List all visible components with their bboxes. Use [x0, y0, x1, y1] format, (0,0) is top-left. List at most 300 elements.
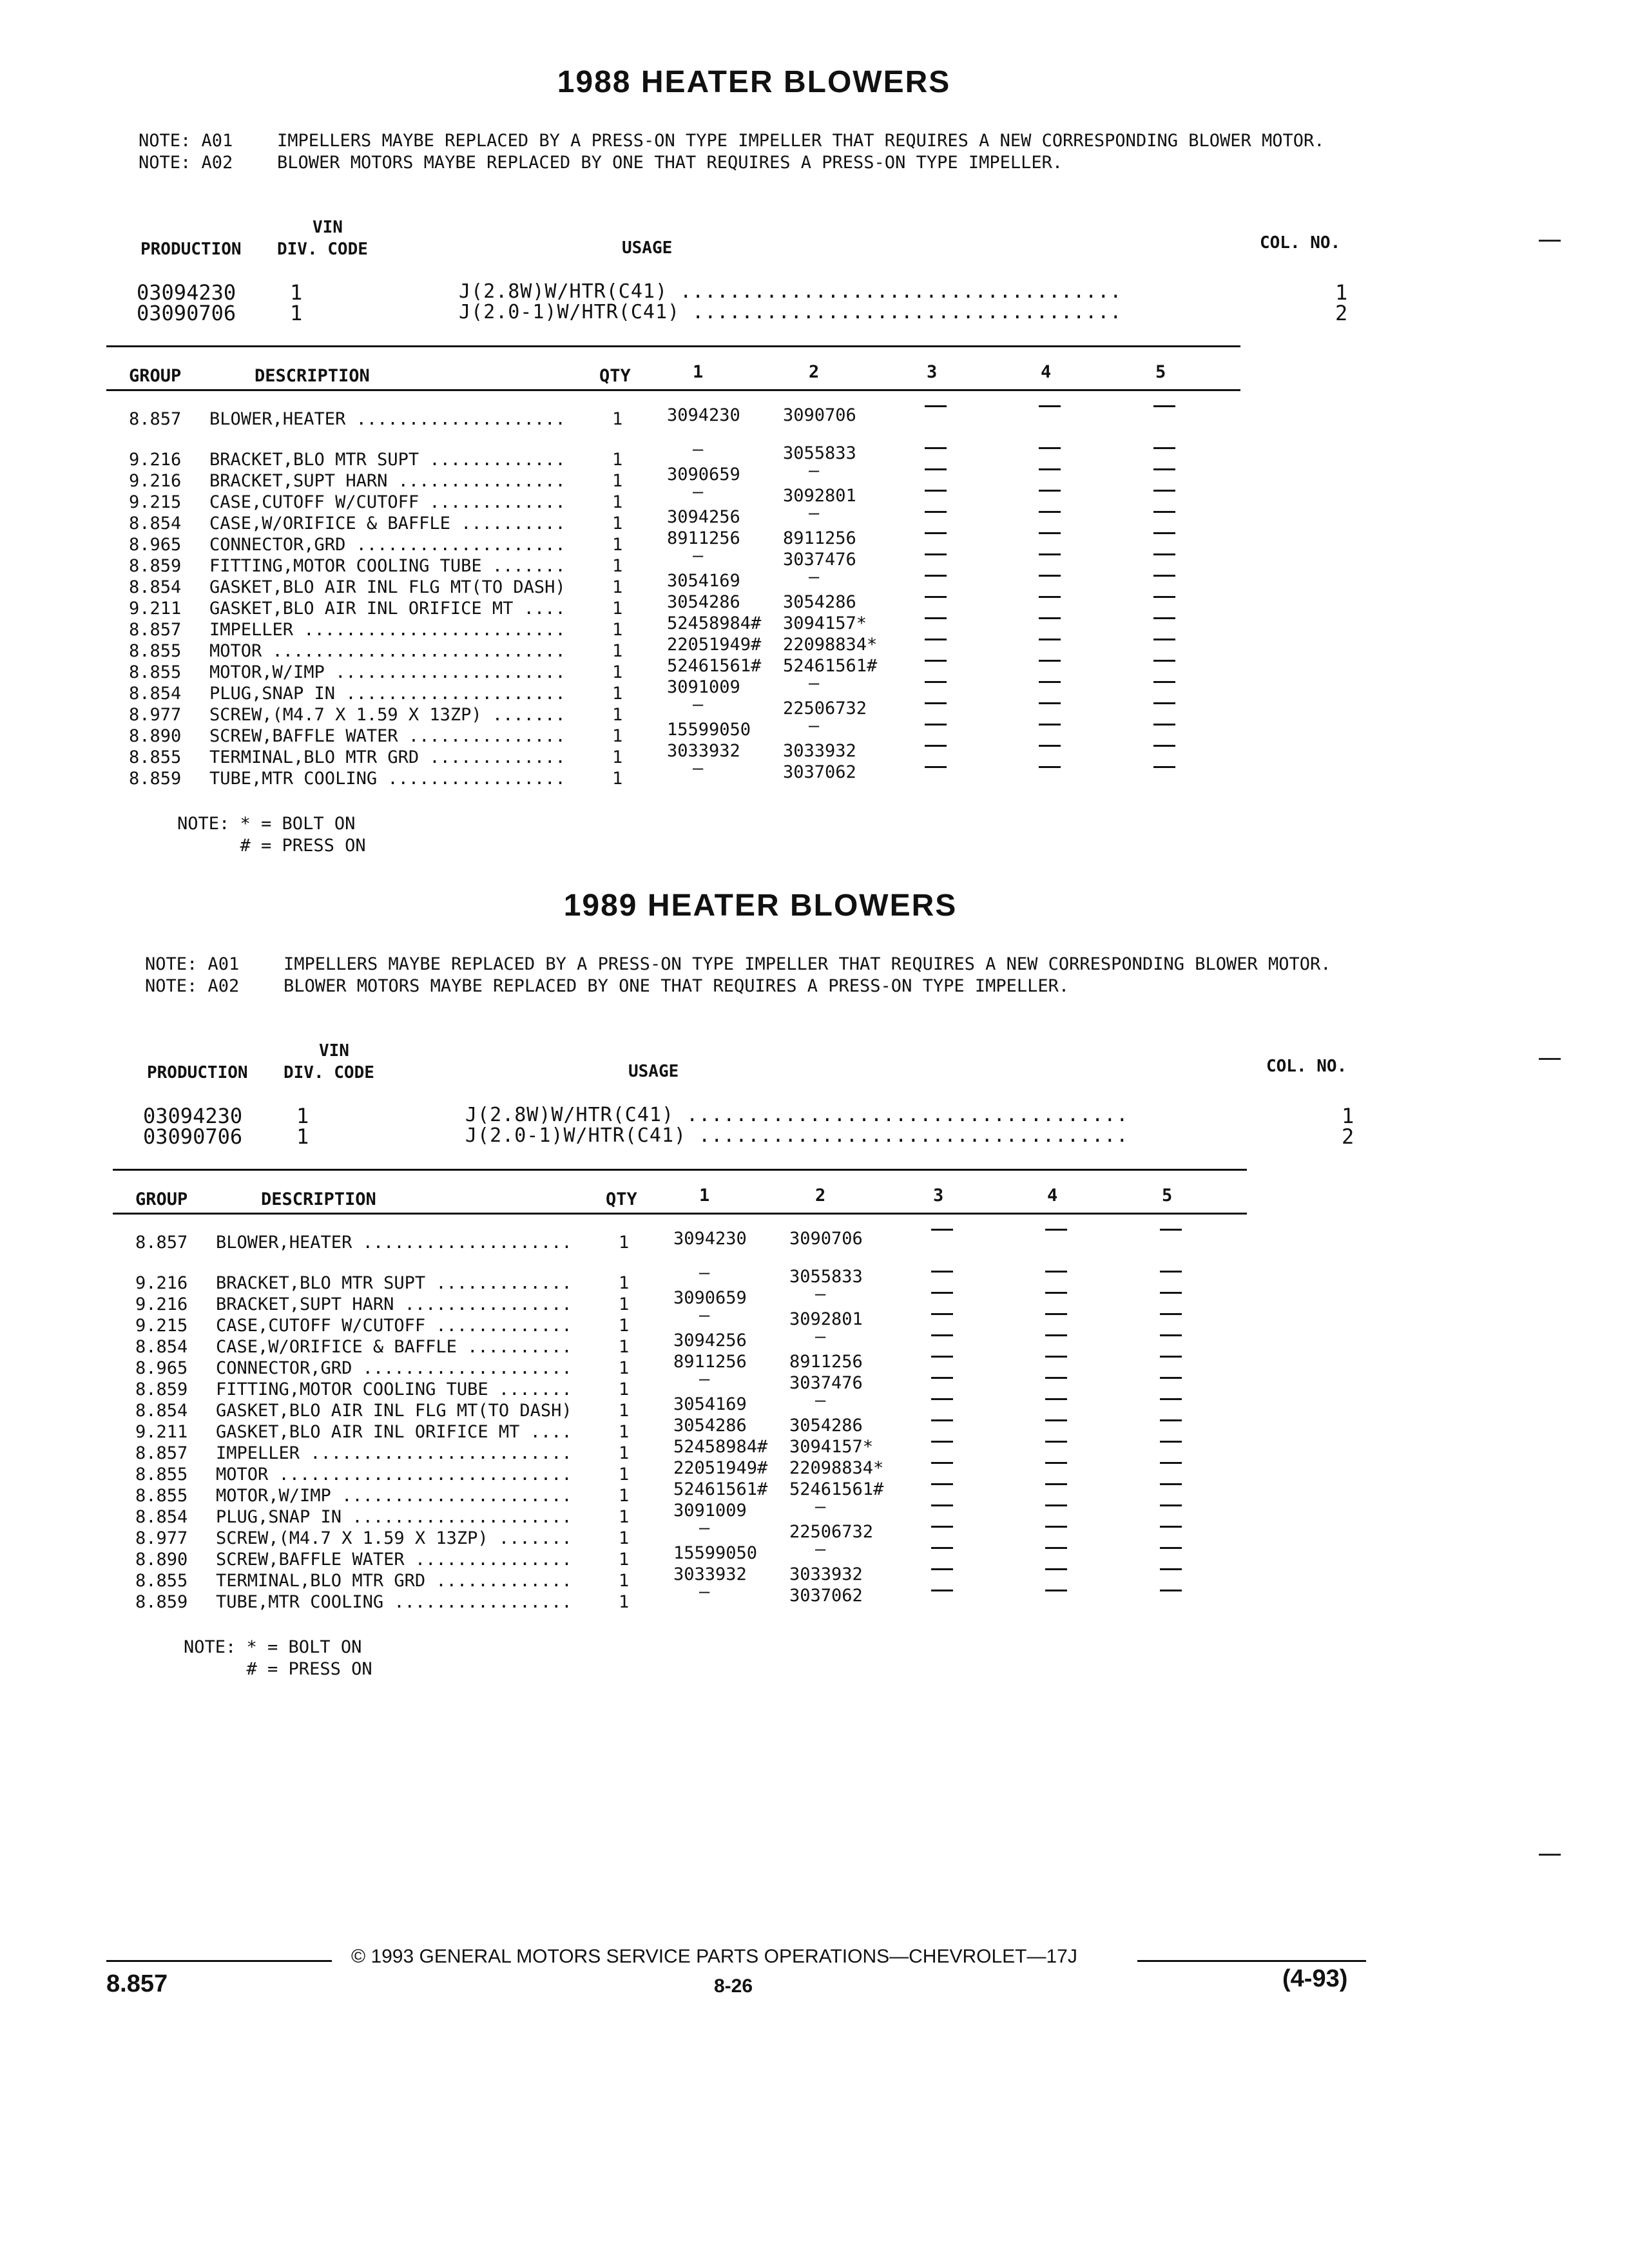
empty-cell-dash: [1160, 1526, 1182, 1528]
margin-mark: [1539, 1058, 1561, 1060]
column-header-c3: 3: [927, 362, 938, 382]
col-number: 2: [1342, 1124, 1354, 1149]
part-qty: 1: [612, 409, 623, 429]
part-number-c1: 3091009: [673, 1501, 747, 1521]
group-code: 8.857: [129, 620, 182, 640]
empty-cell-dash: [931, 1313, 953, 1315]
table-row: [0, 673, 1418, 705]
empty-cell-dash: [1160, 1398, 1182, 1400]
part-number-c2: 3037062: [783, 762, 856, 782]
empty-cell-dash: [1045, 1462, 1067, 1464]
part-qty: 1: [619, 1316, 630, 1336]
note-text: BLOWER MOTORS MAYBE REPLACED BY ONE THAT REQUIRES A PRESS-ON TYPE IMPELLER.: [284, 976, 1070, 996]
empty-cell-dash: [1160, 1334, 1182, 1336]
part-qty: 1: [619, 1528, 630, 1548]
part-description: SCREW,(M4.7 X 1.59 X 13ZP) .......: [209, 705, 566, 725]
empty-cell-dash: [931, 1441, 953, 1443]
part-qty: 1: [619, 1294, 630, 1314]
part-number-c2: 3054286: [783, 592, 856, 612]
usage-text: J(2.0-1)W/HTR(C41) ...................................: [465, 1124, 1129, 1147]
part-description: TUBE,MTR COOLING .................: [209, 769, 566, 789]
group-code: 9.215: [129, 492, 182, 512]
empty-cell-dash: [1039, 681, 1061, 683]
part-qty: 1: [612, 577, 623, 597]
group-code: 8.965: [129, 535, 182, 555]
empty-cell-dash: [1160, 1441, 1182, 1443]
part-description: FITTING,MOTOR COOLING TUBE .......: [209, 556, 566, 576]
part-number-c1: 3094256: [673, 1331, 747, 1350]
empty-cell-dash: [1039, 468, 1061, 470]
empty-cell-dash: [1153, 745, 1175, 747]
part-number-c1: —: [699, 1305, 710, 1325]
part-description: BLOWER,HEATER ....................: [216, 1233, 572, 1253]
part-qty: 1: [619, 1273, 630, 1293]
empty-cell-dash: [925, 702, 947, 704]
margin-mark: [1539, 240, 1561, 242]
empty-cell-dash: [1045, 1356, 1067, 1358]
empty-cell-dash: [1160, 1292, 1182, 1294]
empty-cell-dash: [1039, 745, 1061, 747]
part-number-c2: 3090706: [783, 405, 856, 425]
part-number-c1: —: [693, 758, 704, 778]
empty-cell-dash: [1153, 405, 1175, 407]
part-qty: 1: [612, 599, 623, 619]
part-number-c1: 52461561#: [667, 656, 762, 676]
production-header: PRODUCTION: [140, 240, 242, 259]
div-code-header: DIV. CODE: [277, 240, 368, 259]
part-number-c1: —: [699, 1369, 710, 1389]
empty-cell-dash: [1039, 511, 1061, 513]
div-code: 1: [290, 280, 303, 305]
part-number-c2: —: [809, 716, 820, 736]
column-header-qty: QTY: [606, 1189, 637, 1209]
empty-cell-dash: [1160, 1419, 1182, 1421]
part-qty: 1: [619, 1358, 630, 1378]
part-qty: 1: [612, 747, 623, 767]
empty-cell-dash: [931, 1334, 953, 1336]
empty-cell-dash: [1039, 660, 1061, 662]
part-number-c2: —: [815, 1390, 826, 1410]
part-number-c1: 3094230: [667, 405, 740, 425]
part-number-c1: —: [693, 695, 704, 715]
part-qty: 1: [619, 1422, 630, 1442]
part-number-c2: 3033932: [789, 1564, 863, 1584]
column-header-qty: QTY: [599, 366, 631, 386]
part-description: TERMINAL,BLO MTR GRD .............: [216, 1571, 572, 1591]
empty-cell-dash: [1153, 660, 1175, 662]
empty-cell-dash: [1160, 1313, 1182, 1315]
part-qty: 1: [619, 1507, 630, 1527]
div-code: 1: [296, 1104, 309, 1128]
part-number-c2: 3092801: [789, 1309, 863, 1329]
table-row: [0, 1229, 1418, 1254]
table-header-rule: [113, 1213, 1247, 1215]
empty-cell-dash: [925, 468, 947, 470]
part-number-c2: 3090706: [789, 1229, 863, 1249]
production-row: [0, 301, 1418, 325]
note-line: [139, 152, 1437, 174]
empty-cell-dash: [925, 681, 947, 683]
column-header-group: GROUP: [129, 366, 182, 386]
part-number-c2: 22506732: [789, 1522, 874, 1542]
empty-cell-dash: [925, 660, 947, 662]
part-number-c1: 3054286: [673, 1416, 747, 1436]
empty-cell-dash: [925, 447, 947, 449]
part-number-c2: 3092801: [783, 486, 856, 506]
note-text: BLOWER MOTORS MAYBE REPLACED BY ONE THAT REQUIRES A PRESS-ON TYPE IMPELLER.: [277, 153, 1063, 173]
part-number-c1: 3033932: [673, 1564, 747, 1584]
empty-cell-dash: [1045, 1334, 1067, 1336]
empty-cell-dash: [1045, 1419, 1067, 1421]
part-qty: 1: [612, 726, 623, 746]
part-qty: 1: [619, 1486, 630, 1506]
table-header: [0, 1186, 1418, 1209]
group-code: 8.977: [135, 1528, 188, 1548]
column-header-c4: 4: [1041, 362, 1052, 382]
part-description: MOTOR ............................: [216, 1465, 572, 1485]
col-number: 1: [1342, 1104, 1354, 1128]
group-code: 8.854: [129, 577, 182, 597]
empty-cell-dash: [1153, 617, 1175, 619]
part-number-c1: 3094230: [673, 1229, 747, 1249]
table-row: [0, 741, 1418, 769]
part-description: CONNECTOR,GRD ....................: [216, 1358, 572, 1378]
part-description: MOTOR,W/IMP ......................: [216, 1486, 572, 1506]
part-number-c2: 3033932: [783, 741, 856, 761]
part-description: TUBE,MTR COOLING .................: [216, 1592, 572, 1612]
empty-cell-dash: [931, 1419, 953, 1421]
part-number-c1: 52461561#: [673, 1479, 768, 1499]
column-header-c2: 2: [809, 362, 820, 382]
empty-cell-dash: [1153, 681, 1175, 683]
empty-cell-dash: [1153, 468, 1175, 470]
part-qty: 1: [619, 1571, 630, 1591]
column-header-c1: 1: [699, 1186, 710, 1206]
revision-date: (4-93): [1282, 1965, 1348, 1992]
empty-cell-dash: [1153, 447, 1175, 449]
part-number-c2: 3055833: [789, 1267, 863, 1287]
part-number-c1: 8911256: [673, 1352, 747, 1372]
empty-cell-dash: [1153, 575, 1175, 577]
group-code: 9.211: [135, 1422, 188, 1442]
empty-cell-dash: [1160, 1547, 1182, 1549]
part-description: MOTOR,W/IMP ......................: [209, 662, 566, 682]
part-description: CASE,W/ORIFICE & BAFFLE ..........: [216, 1337, 572, 1357]
group-code: 8.890: [129, 726, 182, 746]
empty-cell-dash: [1045, 1271, 1067, 1273]
part-number-c1: 52458984#: [673, 1437, 768, 1457]
group-code: 8.855: [129, 662, 182, 682]
part-qty: 1: [612, 620, 623, 640]
empty-cell-dash: [925, 553, 947, 555]
group-code: 8.854: [129, 514, 182, 533]
part-description: CONNECTOR,GRD ....................: [209, 535, 566, 555]
part-number-c1: 22051949#: [673, 1458, 768, 1478]
empty-cell-dash: [1160, 1377, 1182, 1379]
column-header-group: GROUP: [135, 1189, 188, 1209]
part-number-c2: —: [809, 567, 820, 587]
group-code: 8.854: [129, 684, 182, 704]
notes-block: [139, 130, 1437, 174]
part-qty: 1: [619, 1592, 630, 1612]
part-description: BLOWER,HEATER ....................: [209, 409, 566, 429]
footer-rule-right: [1137, 1960, 1366, 1962]
part-qty: 1: [619, 1233, 630, 1253]
notes-block: [145, 954, 1443, 997]
group-code: 9.211: [129, 599, 182, 619]
empty-cell-dash: [931, 1547, 953, 1549]
part-number-c1: 15599050: [667, 720, 751, 740]
part-qty: 1: [619, 1337, 630, 1357]
part-number-c1: —: [699, 1518, 710, 1538]
div-code: 1: [290, 301, 303, 325]
table-row: [0, 405, 1418, 430]
table-top-rule: [106, 345, 1240, 347]
group-code: 8.859: [129, 769, 182, 789]
note-line: [145, 954, 1443, 975]
part-qty: 1: [619, 1401, 630, 1421]
empty-cell-dash: [931, 1292, 953, 1294]
part-number-c2: 3055833: [783, 443, 856, 463]
part-qty: 1: [619, 1443, 630, 1463]
empty-cell-dash: [1153, 596, 1175, 598]
part-number-c1: 15599050: [673, 1543, 758, 1563]
usage-header: USAGE: [622, 238, 673, 258]
part-description: BRACKET,BLO MTR SUPT .............: [209, 450, 566, 470]
part-description: CASE,CUTOFF W/CUTOFF .............: [216, 1316, 572, 1336]
group-code: 8.857: [129, 409, 182, 429]
empty-cell-dash: [1039, 639, 1061, 640]
note-label: NOTE: A02: [145, 976, 240, 996]
empty-cell-dash: [1039, 405, 1061, 407]
empty-cell-dash: [1153, 553, 1175, 555]
part-description: BRACKET,BLO MTR SUPT .............: [216, 1273, 572, 1293]
empty-cell-dash: [1039, 596, 1061, 598]
part-number-c1: 3091009: [667, 677, 740, 697]
part-number-c2: 52461561#: [783, 656, 878, 676]
part-number-c1: 3054286: [667, 592, 740, 612]
part-description: GASKET,BLO AIR INL FLG MT(TO DASH): [216, 1401, 572, 1421]
empty-cell-dash: [1039, 447, 1061, 449]
part-description: CASE,W/ORIFICE & BAFFLE ..........: [209, 514, 566, 533]
part-qty: 1: [612, 514, 623, 533]
part-number-c1: 52458984#: [667, 613, 762, 633]
note-text: IMPELLERS MAYBE REPLACED BY A PRESS-ON TYPE IMPELLER THAT REQUIRES A NEW CORRESPONDING BLOWER MOTOR.: [277, 131, 1325, 151]
note-line: [139, 130, 1437, 152]
part-qty: 1: [612, 471, 623, 491]
empty-cell-dash: [925, 511, 947, 513]
table-header-rule: [106, 389, 1240, 391]
part-description: PLUG,SNAP IN .....................: [216, 1507, 572, 1527]
empty-cell-dash: [1039, 490, 1061, 492]
part-number-c1: 3054169: [667, 571, 740, 591]
usage-header: USAGE: [628, 1062, 679, 1081]
part-number-c2: —: [815, 1327, 826, 1347]
part-qty: 1: [612, 450, 623, 470]
footer-group-reference: 8.857: [106, 1970, 168, 1997]
margin-mark: [1539, 1854, 1561, 1856]
empty-cell-dash: [1039, 617, 1061, 619]
empty-cell-dash: [1160, 1504, 1182, 1506]
part-qty: 1: [619, 1379, 630, 1399]
part-number-c2: 3037476: [783, 550, 856, 570]
empty-cell-dash: [1045, 1292, 1067, 1294]
part-description: CASE,CUTOFF W/CUTOFF .............: [209, 492, 566, 512]
empty-cell-dash: [1160, 1229, 1182, 1231]
part-number-c2: 8911256: [789, 1352, 863, 1372]
group-code: 8.859: [135, 1379, 188, 1399]
empty-cell-dash: [1039, 575, 1061, 577]
production-code: 03094230: [137, 280, 236, 305]
part-number-c1: —: [699, 1263, 710, 1283]
empty-cell-dash: [1045, 1590, 1067, 1591]
production-row: [0, 1124, 1418, 1149]
column-header-c5: 5: [1162, 1186, 1173, 1206]
group-code: 9.215: [135, 1316, 188, 1336]
part-number-c2: 22098834*: [789, 1458, 884, 1478]
column-header-c2: 2: [815, 1186, 826, 1206]
part-number-c2: —: [815, 1497, 826, 1517]
empty-cell-dash: [1045, 1313, 1067, 1315]
part-qty: 1: [612, 705, 623, 725]
empty-cell-dash: [925, 766, 947, 768]
part-qty: 1: [619, 1550, 630, 1570]
part-description: GASKET,BLO AIR INL ORIFICE MT ....: [216, 1422, 572, 1442]
column-header-c3: 3: [933, 1186, 944, 1206]
empty-cell-dash: [1160, 1568, 1182, 1570]
empty-cell-dash: [1045, 1229, 1067, 1231]
empty-cell-dash: [1039, 553, 1061, 555]
empty-cell-dash: [931, 1462, 953, 1464]
part-number-c2: 8911256: [783, 528, 856, 548]
empty-cell-dash: [1153, 639, 1175, 640]
col-no-header: COL. NO.: [1260, 233, 1341, 253]
part-number-c1: 3094256: [667, 507, 740, 527]
usage-text: J(2.8W)W/HTR(C41) ....................................: [459, 280, 1123, 303]
footer-rule-left: [106, 1960, 332, 1962]
empty-cell-dash: [925, 596, 947, 598]
note-text: IMPELLERS MAYBE REPLACED BY A PRESS-ON TYPE IMPELLER THAT REQUIRES A NEW CORRESPONDING BLOWER MOTOR.: [284, 954, 1331, 974]
part-number-c1: —: [693, 482, 704, 502]
part-qty: 1: [612, 556, 623, 576]
part-qty: 1: [612, 769, 623, 789]
group-code: 9.216: [135, 1273, 188, 1293]
part-number-c2: 3094157*: [783, 613, 867, 633]
part-qty: 1: [612, 662, 623, 682]
part-description: SCREW,BAFFLE WATER ...............: [216, 1550, 572, 1570]
part-number-c2: 3094157*: [789, 1437, 874, 1457]
empty-cell-dash: [931, 1377, 953, 1379]
empty-cell-dash: [1153, 532, 1175, 534]
part-description: PLUG,SNAP IN .....................: [209, 684, 566, 704]
production-row: [0, 280, 1418, 305]
copyright-line: © 1993 GENERAL MOTORS SERVICE PARTS OPERATIONS—CHEVROLET—17J: [351, 1946, 1077, 1967]
table-top-rule: [113, 1169, 1247, 1171]
empty-cell-dash: [1160, 1356, 1182, 1358]
empty-cell-dash: [1045, 1377, 1067, 1379]
section-title: 1989 HEATER BLOWERS: [563, 889, 958, 923]
part-number-c1: —: [693, 439, 704, 459]
empty-cell-dash: [925, 745, 947, 747]
part-number-c2: —: [815, 1284, 826, 1304]
part-number-c1: —: [699, 1582, 710, 1602]
empty-cell-dash: [1160, 1590, 1182, 1591]
column-header-c5: 5: [1155, 362, 1166, 382]
empty-cell-dash: [1160, 1271, 1182, 1273]
group-code: 8.854: [135, 1507, 188, 1527]
empty-cell-dash: [1153, 766, 1175, 768]
empty-cell-dash: [931, 1398, 953, 1400]
part-number-c1: 3054169: [673, 1394, 747, 1414]
empty-cell-dash: [1153, 702, 1175, 704]
column-header-description: DESCRIPTION: [255, 366, 370, 386]
usage-text: J(2.0-1)W/HTR(C41) ...................................: [459, 301, 1123, 323]
column-header-c4: 4: [1047, 1186, 1058, 1206]
group-code: 8.859: [129, 556, 182, 576]
group-code: 8.854: [135, 1337, 188, 1357]
part-description: BRACKET,SUPT HARN ................: [209, 471, 566, 491]
production-code: 03094230: [143, 1104, 243, 1128]
part-number-c2: 3054286: [789, 1416, 863, 1436]
column-header-c1: 1: [693, 362, 704, 382]
part-description: FITTING,MOTOR COOLING TUBE .......: [216, 1379, 572, 1399]
empty-cell-dash: [925, 490, 947, 492]
group-code: 8.890: [135, 1550, 188, 1570]
group-code: 8.857: [135, 1233, 188, 1253]
group-code: 8.977: [129, 705, 182, 725]
note-label: NOTE: A02: [139, 153, 233, 173]
empty-cell-dash: [931, 1526, 953, 1528]
part-description: GASKET,BLO AIR INL FLG MT(TO DASH): [209, 577, 566, 597]
empty-cell-dash: [925, 405, 947, 407]
part-number-c2: 3037062: [789, 1586, 863, 1606]
part-qty: 1: [612, 641, 623, 661]
empty-cell-dash: [1160, 1483, 1182, 1485]
note-label: NOTE: A01: [139, 131, 233, 151]
table-row: [0, 461, 1418, 492]
note-line: [145, 975, 1443, 997]
part-number-c1: 3033932: [667, 741, 740, 761]
part-number-c2: —: [815, 1539, 826, 1559]
part-number-c1: —: [693, 546, 704, 566]
part-description: SCREW,BAFFLE WATER ...............: [209, 726, 566, 746]
part-description: MOTOR ............................: [209, 641, 566, 661]
col-number: 1: [1335, 280, 1348, 305]
part-number-c2: 3037476: [789, 1373, 863, 1393]
empty-cell-dash: [931, 1504, 953, 1506]
empty-cell-dash: [925, 575, 947, 577]
group-code: 9.216: [129, 471, 182, 491]
part-number-c2: 22506732: [783, 698, 867, 718]
col-no-header: COL. NO.: [1266, 1057, 1347, 1076]
part-qty: 1: [612, 535, 623, 555]
part-qty: 1: [612, 492, 623, 512]
empty-cell-dash: [1039, 724, 1061, 726]
empty-cell-dash: [1160, 1462, 1182, 1464]
div-code-header: DIV. CODE: [284, 1063, 374, 1082]
empty-cell-dash: [1045, 1547, 1067, 1549]
empty-cell-dash: [931, 1590, 953, 1591]
group-code: 8.855: [135, 1571, 188, 1591]
production-code: 03090706: [137, 301, 236, 325]
part-description: GASKET,BLO AIR INL ORIFICE MT ....: [209, 599, 566, 619]
empty-cell-dash: [1039, 766, 1061, 768]
production-header: PRODUCTION: [147, 1063, 248, 1082]
empty-cell-dash: [925, 532, 947, 534]
part-qty: 1: [619, 1465, 630, 1485]
part-number-c2: 22098834*: [783, 635, 878, 655]
column-header-description: DESCRIPTION: [261, 1189, 376, 1209]
